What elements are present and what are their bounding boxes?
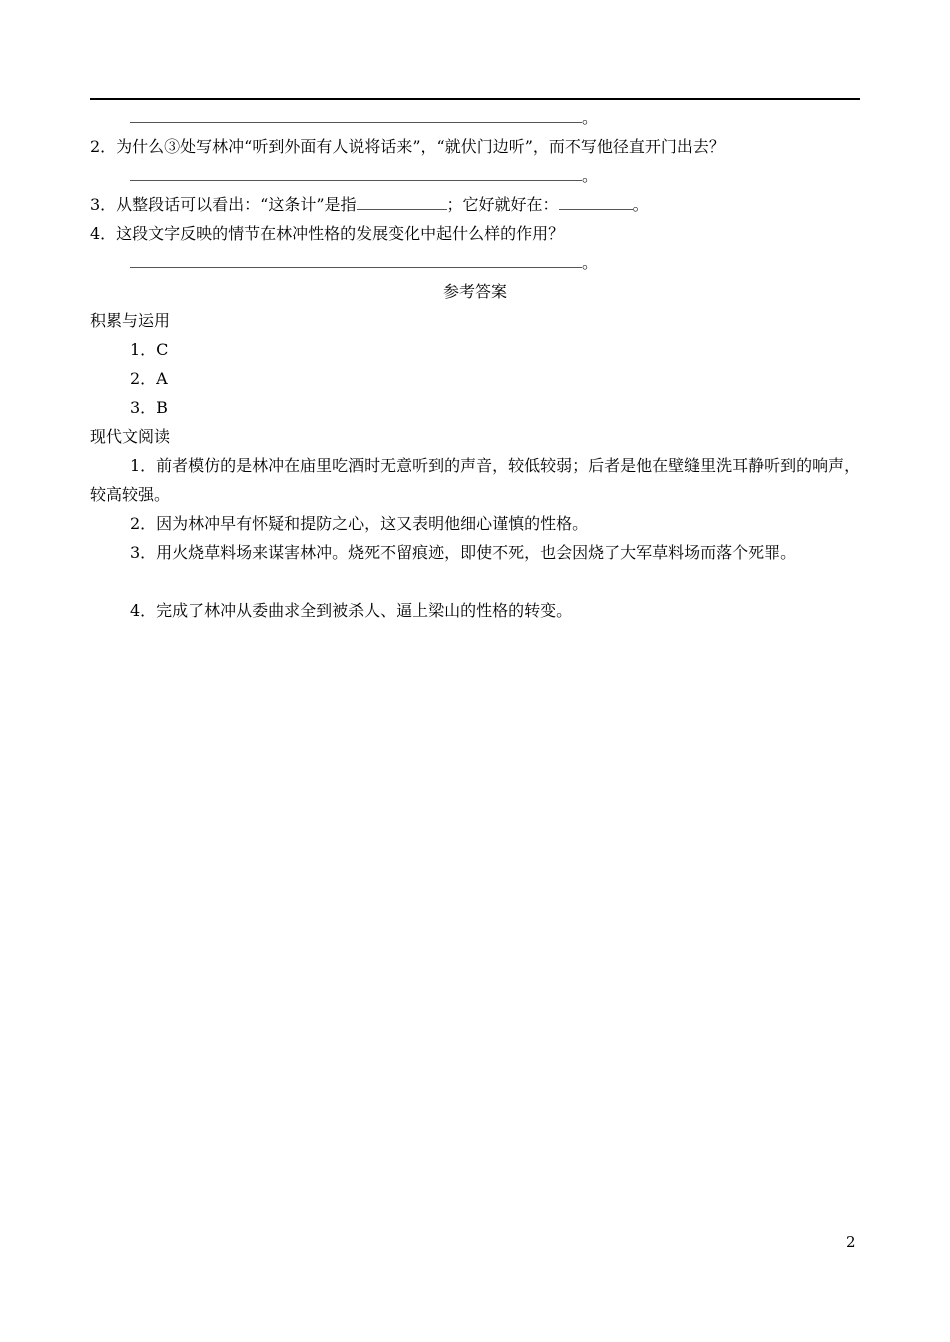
question-4: 4．这段文字反映的情节在林冲性格的发展变化中起什么样的作用？ (90, 224, 565, 243)
reading-answer-3: 3．用火烧草料场来谋害林冲。烧死不留痕迹，即使不死，也会因烧了大军草料场而落个死罪。 (130, 543, 797, 562)
reading-answer-4: 4．完成了林冲从委曲求全到被杀人、逼上梁山的性格的转变。 (130, 601, 573, 620)
question-2: 2．为什么③处写林冲“听到外面有人说将话来”，“就伏门边听”，而不写他径直开门出去？ (90, 137, 725, 156)
reading-answer-1: 1．前者模仿的是林冲在庙里吃酒时无意听到的声音，较低较弱；后者是他在壁缝里洗耳静听到的响声，较高较强。 (90, 456, 861, 504)
q4-answer-blank[interactable] (130, 253, 582, 268)
question-3 (90, 195, 649, 215)
reading-answer-2: 2．因为林冲早有怀疑和提防之心，这又表明他细心谨慎的性格。 (130, 514, 589, 533)
q1-answer-line (130, 108, 598, 128)
q3-blank-2[interactable] (559, 195, 633, 210)
q3-end-mark: 。 (632, 195, 649, 214)
q3-blank-1[interactable] (357, 195, 447, 210)
section-modern-reading: 现代文阅读 (90, 427, 171, 446)
answers-title: 参考答案 (442, 282, 507, 301)
section-accumulation: 积累与运用 (90, 311, 171, 330)
q2-answer-line (130, 166, 598, 186)
q1-answer-blank[interactable] (130, 108, 582, 123)
q4-answer-line (130, 253, 598, 273)
q2-end-mark: 。 (582, 166, 599, 185)
q1-end-mark: 。 (582, 108, 599, 127)
header-rule (90, 98, 860, 100)
q2-answer-blank[interactable] (130, 166, 582, 181)
q4-end-mark: 。 (582, 253, 599, 272)
q3-middle: ；它好就好在： (446, 195, 559, 214)
q3-prefix: 3．从整段话可以看出：“这条计”是指 (90, 195, 357, 214)
page-number: 2 (846, 1233, 856, 1251)
answer-item: 3．B (130, 398, 168, 417)
answer-item: 2．A (130, 369, 168, 388)
answer-item: 1．C (130, 340, 169, 359)
